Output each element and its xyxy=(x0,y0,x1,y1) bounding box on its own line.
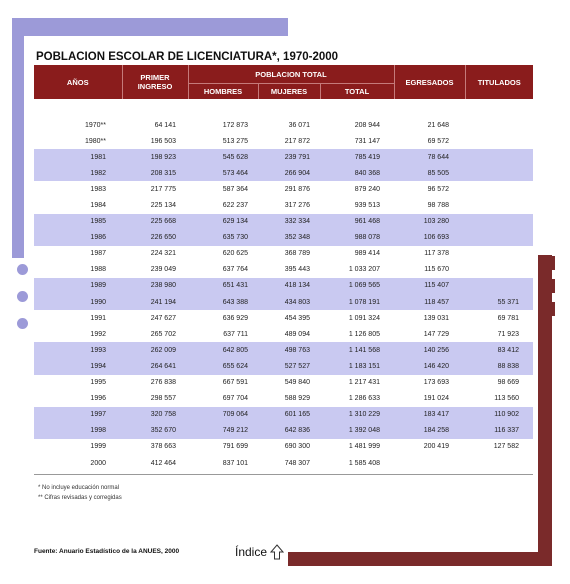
decorative-square xyxy=(543,302,555,316)
header-mujeres: MUJERES xyxy=(258,84,320,100)
value-cell: 643 388 xyxy=(188,294,258,310)
year-cell: 1970** xyxy=(84,121,106,129)
value-cell xyxy=(465,278,533,294)
value-cell: 115 407 xyxy=(394,278,465,294)
value-cell: 840 368 xyxy=(320,165,394,181)
value-cell: 198 923 xyxy=(122,149,188,165)
value-cell: 36 071 xyxy=(288,121,310,129)
decorative-square xyxy=(543,279,555,293)
value-cell: 637 764 xyxy=(222,266,248,274)
decorative-bar-left xyxy=(12,18,24,258)
value-cell: 96 572 xyxy=(427,185,449,193)
table-row xyxy=(34,246,533,262)
value-cell: 1 585 408 xyxy=(348,459,380,467)
value-cell: 98 669 xyxy=(497,379,519,387)
year-cell: 1984 xyxy=(90,202,106,210)
year-cell: 1993 xyxy=(34,342,122,358)
value-cell: 264 641 xyxy=(122,358,188,374)
value-cell: 78 644 xyxy=(394,149,465,165)
value-cell: 225 134 xyxy=(150,202,176,210)
value-cell: 545 628 xyxy=(188,149,258,165)
value-cell: 498 763 xyxy=(258,342,320,358)
table-row xyxy=(34,423,533,439)
value-cell: 989 414 xyxy=(354,250,380,258)
value-cell: 320 758 xyxy=(122,407,188,423)
table-row xyxy=(34,165,533,181)
year-cell: 2000 xyxy=(90,459,106,467)
value-cell: 791 699 xyxy=(222,443,248,451)
year-cell: 1985 xyxy=(34,214,122,230)
decorative-bar-bottom xyxy=(288,552,550,566)
value-cell xyxy=(465,214,533,230)
value-cell: 1 126 805 xyxy=(348,330,380,338)
header-anos: AÑOS xyxy=(34,65,122,99)
value-cell: 368 789 xyxy=(284,250,310,258)
value-cell: 217 775 xyxy=(150,185,176,193)
value-cell: 196 503 xyxy=(150,137,176,145)
value-cell: 127 582 xyxy=(493,443,519,451)
year-cell: 1987 xyxy=(90,250,106,258)
value-cell: 147 729 xyxy=(423,330,449,338)
value-cell: 113 560 xyxy=(494,395,519,403)
value-cell xyxy=(465,149,533,165)
value-cell: 241 194 xyxy=(122,294,188,310)
value-cell: 200 419 xyxy=(423,443,449,451)
year-cell: 1990 xyxy=(34,294,122,310)
table-row xyxy=(34,391,533,407)
value-cell: 573 464 xyxy=(188,165,258,181)
value-cell: 1 033 207 xyxy=(348,266,380,274)
value-cell: 988 078 xyxy=(320,230,394,246)
value-cell: 247 627 xyxy=(150,314,176,322)
value-cell: 224 321 xyxy=(150,250,176,258)
table-row xyxy=(34,342,533,358)
value-cell: 489 094 xyxy=(284,330,310,338)
footnotes xyxy=(38,483,533,503)
value-cell: 549 840 xyxy=(284,379,310,387)
value-cell: 238 980 xyxy=(122,278,188,294)
value-cell: 88 838 xyxy=(465,358,533,374)
value-cell: 454 395 xyxy=(284,314,310,322)
value-cell: 69 572 xyxy=(427,137,449,145)
value-cell: 1 183 151 xyxy=(320,358,394,374)
value-cell: 418 134 xyxy=(258,278,320,294)
value-cell: 1 286 633 xyxy=(348,395,380,403)
year-cell: 1986 xyxy=(34,230,122,246)
value-cell: 1 217 431 xyxy=(348,379,380,387)
value-cell: 352 348 xyxy=(258,230,320,246)
value-cell: 173 693 xyxy=(423,379,449,387)
value-cell xyxy=(465,181,533,197)
value-cell: 412 464 xyxy=(150,459,176,467)
value-cell xyxy=(465,197,533,213)
indice-link[interactable] xyxy=(235,544,284,560)
value-cell: 332 334 xyxy=(258,214,320,230)
table-row xyxy=(34,197,533,213)
year-cell: 1988 xyxy=(90,266,106,274)
source-note: Fuente: Anuario Estadístico de la ANUES, 2000 xyxy=(34,548,180,555)
value-cell: 513 275 xyxy=(222,137,248,145)
up-arrow-icon xyxy=(270,544,284,560)
decorative-dot xyxy=(17,264,28,275)
header-total: TOTAL xyxy=(320,84,394,100)
value-cell: 1 310 229 xyxy=(320,407,394,423)
value-cell xyxy=(465,246,533,262)
value-cell: 117 378 xyxy=(424,250,449,258)
value-cell: 55 371 xyxy=(465,294,533,310)
value-cell: 1 091 324 xyxy=(348,314,380,322)
value-cell: 1 078 191 xyxy=(320,294,394,310)
value-cell: 103 280 xyxy=(394,214,465,230)
header-hombres: HOMBRES xyxy=(188,84,258,100)
table-body xyxy=(34,99,533,471)
table-row xyxy=(34,230,533,246)
value-cell: 635 730 xyxy=(188,230,258,246)
value-cell xyxy=(465,455,533,471)
value-cell: 622 237 xyxy=(222,202,248,210)
value-cell: 395 443 xyxy=(284,266,310,274)
year-cell: 1994 xyxy=(34,358,122,374)
table-row xyxy=(34,407,533,423)
table-row xyxy=(34,439,533,455)
value-cell: 587 364 xyxy=(222,185,248,193)
value-cell: 879 240 xyxy=(354,185,380,193)
header-titulados: TITULADOS xyxy=(465,65,533,99)
table-row xyxy=(34,214,533,230)
value-cell: 183 417 xyxy=(394,407,465,423)
value-cell: 225 668 xyxy=(122,214,188,230)
value-cell: 298 557 xyxy=(150,395,176,403)
year-cell: 1992 xyxy=(90,330,106,338)
year-cell: 1995 xyxy=(90,379,106,387)
value-cell: 115 670 xyxy=(424,266,449,274)
value-cell: 265 702 xyxy=(150,330,176,338)
value-cell: 378 663 xyxy=(150,443,176,451)
value-cell: 239 049 xyxy=(150,266,176,274)
decorative-dot xyxy=(17,291,28,302)
value-cell: 71 923 xyxy=(497,330,519,338)
value-cell: 837 101 xyxy=(222,459,248,467)
value-cell: 116 337 xyxy=(465,423,533,439)
decorative-dot xyxy=(17,318,28,329)
value-cell: 709 064 xyxy=(188,407,258,423)
header-egresados: EGRESADOS xyxy=(394,65,465,99)
table-row xyxy=(34,262,533,278)
year-cell: 1980** xyxy=(84,137,106,145)
value-cell: 291 876 xyxy=(284,185,310,193)
table-row xyxy=(34,375,533,391)
value-cell: 266 904 xyxy=(258,165,320,181)
year-cell: 1997 xyxy=(34,407,122,423)
value-cell: 527 527 xyxy=(258,358,320,374)
year-cell: 1989 xyxy=(34,278,122,294)
value-cell: 642 836 xyxy=(258,423,320,439)
value-cell: 939 513 xyxy=(354,202,380,210)
table-row xyxy=(34,455,533,471)
decorative-bar-top xyxy=(12,18,288,36)
value-cell: 1 392 048 xyxy=(320,423,394,439)
value-cell: 748 307 xyxy=(284,459,310,467)
value-cell: 208 315 xyxy=(122,165,188,181)
value-cell: 184 258 xyxy=(394,423,465,439)
value-cell: 1 141 568 xyxy=(320,342,394,358)
header-primer-ingreso: PRIMER INGRESO xyxy=(122,65,188,99)
value-cell: 217 872 xyxy=(284,137,310,145)
table-row xyxy=(34,181,533,197)
value-cell: 1 481 999 xyxy=(348,443,380,451)
year-cell: 1982 xyxy=(34,165,122,181)
table-row xyxy=(34,133,533,149)
value-cell: 64 141 xyxy=(154,121,176,129)
value-cell: 317 276 xyxy=(284,202,310,210)
value-cell: 642 805 xyxy=(188,342,258,358)
table-row xyxy=(34,358,533,374)
value-cell: 601 165 xyxy=(258,407,320,423)
value-cell: 655 624 xyxy=(188,358,258,374)
value-cell: 106 693 xyxy=(394,230,465,246)
value-cell: 239 791 xyxy=(258,149,320,165)
value-cell: 191 024 xyxy=(423,395,449,403)
value-cell: 690 300 xyxy=(284,443,310,451)
table-bottom-rule xyxy=(34,474,533,475)
value-cell: 262 009 xyxy=(122,342,188,358)
value-cell: 140 256 xyxy=(394,342,465,358)
year-cell: 1998 xyxy=(34,423,122,439)
page-title: POBLACION ESCOLAR DE LICENCIATURA*, 1970-2000 xyxy=(36,51,339,63)
value-cell: 1 069 565 xyxy=(320,278,394,294)
value-cell: 139 031 xyxy=(423,314,449,322)
value-cell: 69 781 xyxy=(497,314,519,322)
table-row xyxy=(34,149,533,165)
value-cell: 110 902 xyxy=(465,407,533,423)
value-cell: 651 431 xyxy=(188,278,258,294)
value-cell: 226 650 xyxy=(122,230,188,246)
table-row xyxy=(34,117,533,133)
value-cell: 434 803 xyxy=(258,294,320,310)
data-table xyxy=(34,65,533,471)
value-cell: 208 944 xyxy=(354,121,380,129)
year-cell: 1983 xyxy=(90,185,106,193)
value-cell: 352 670 xyxy=(122,423,188,439)
table-row xyxy=(34,278,533,294)
value-cell: 588 929 xyxy=(284,395,310,403)
value-cell: 637 711 xyxy=(223,330,248,338)
value-cell: 620 625 xyxy=(222,250,248,258)
value-cell xyxy=(465,133,533,149)
year-cell: 1996 xyxy=(90,395,106,403)
value-cell: 85 505 xyxy=(394,165,465,181)
table-panel xyxy=(34,48,533,503)
header-poblacion-total: POBLACION TOTAL xyxy=(188,65,394,84)
value-cell: 697 704 xyxy=(222,395,248,403)
footnote: ** Cifras revisadas y corregidas xyxy=(38,495,122,502)
footnote: * No incluye educación normal xyxy=(38,485,120,492)
value-cell: 118 457 xyxy=(394,294,465,310)
value-cell: 146 420 xyxy=(394,358,465,374)
value-cell: 172 873 xyxy=(222,121,248,129)
year-cell: 1991 xyxy=(90,314,106,322)
value-cell: 21 648 xyxy=(427,121,449,129)
value-cell: 667 591 xyxy=(222,379,248,387)
year-cell: 1981 xyxy=(34,149,122,165)
table-row xyxy=(34,326,533,342)
value-cell xyxy=(465,262,533,278)
value-cell xyxy=(465,165,533,181)
value-cell: 276 838 xyxy=(150,379,176,387)
indice-label: Índice xyxy=(235,545,268,559)
decorative-square xyxy=(543,256,555,270)
value-cell: 749 212 xyxy=(188,423,258,439)
value-cell: 98 788 xyxy=(427,202,449,210)
table-spacer-row xyxy=(34,99,533,117)
value-cell: 961 468 xyxy=(320,214,394,230)
value-cell xyxy=(465,117,533,133)
table-row xyxy=(34,294,533,310)
value-cell xyxy=(394,455,465,471)
value-cell: 785 419 xyxy=(320,149,394,165)
year-cell: 1999 xyxy=(90,443,106,451)
value-cell: 629 134 xyxy=(188,214,258,230)
value-cell: 83 412 xyxy=(465,342,533,358)
table-row xyxy=(34,310,533,326)
value-cell: 731 147 xyxy=(354,137,380,145)
value-cell: 636 929 xyxy=(222,314,248,322)
value-cell xyxy=(465,230,533,246)
